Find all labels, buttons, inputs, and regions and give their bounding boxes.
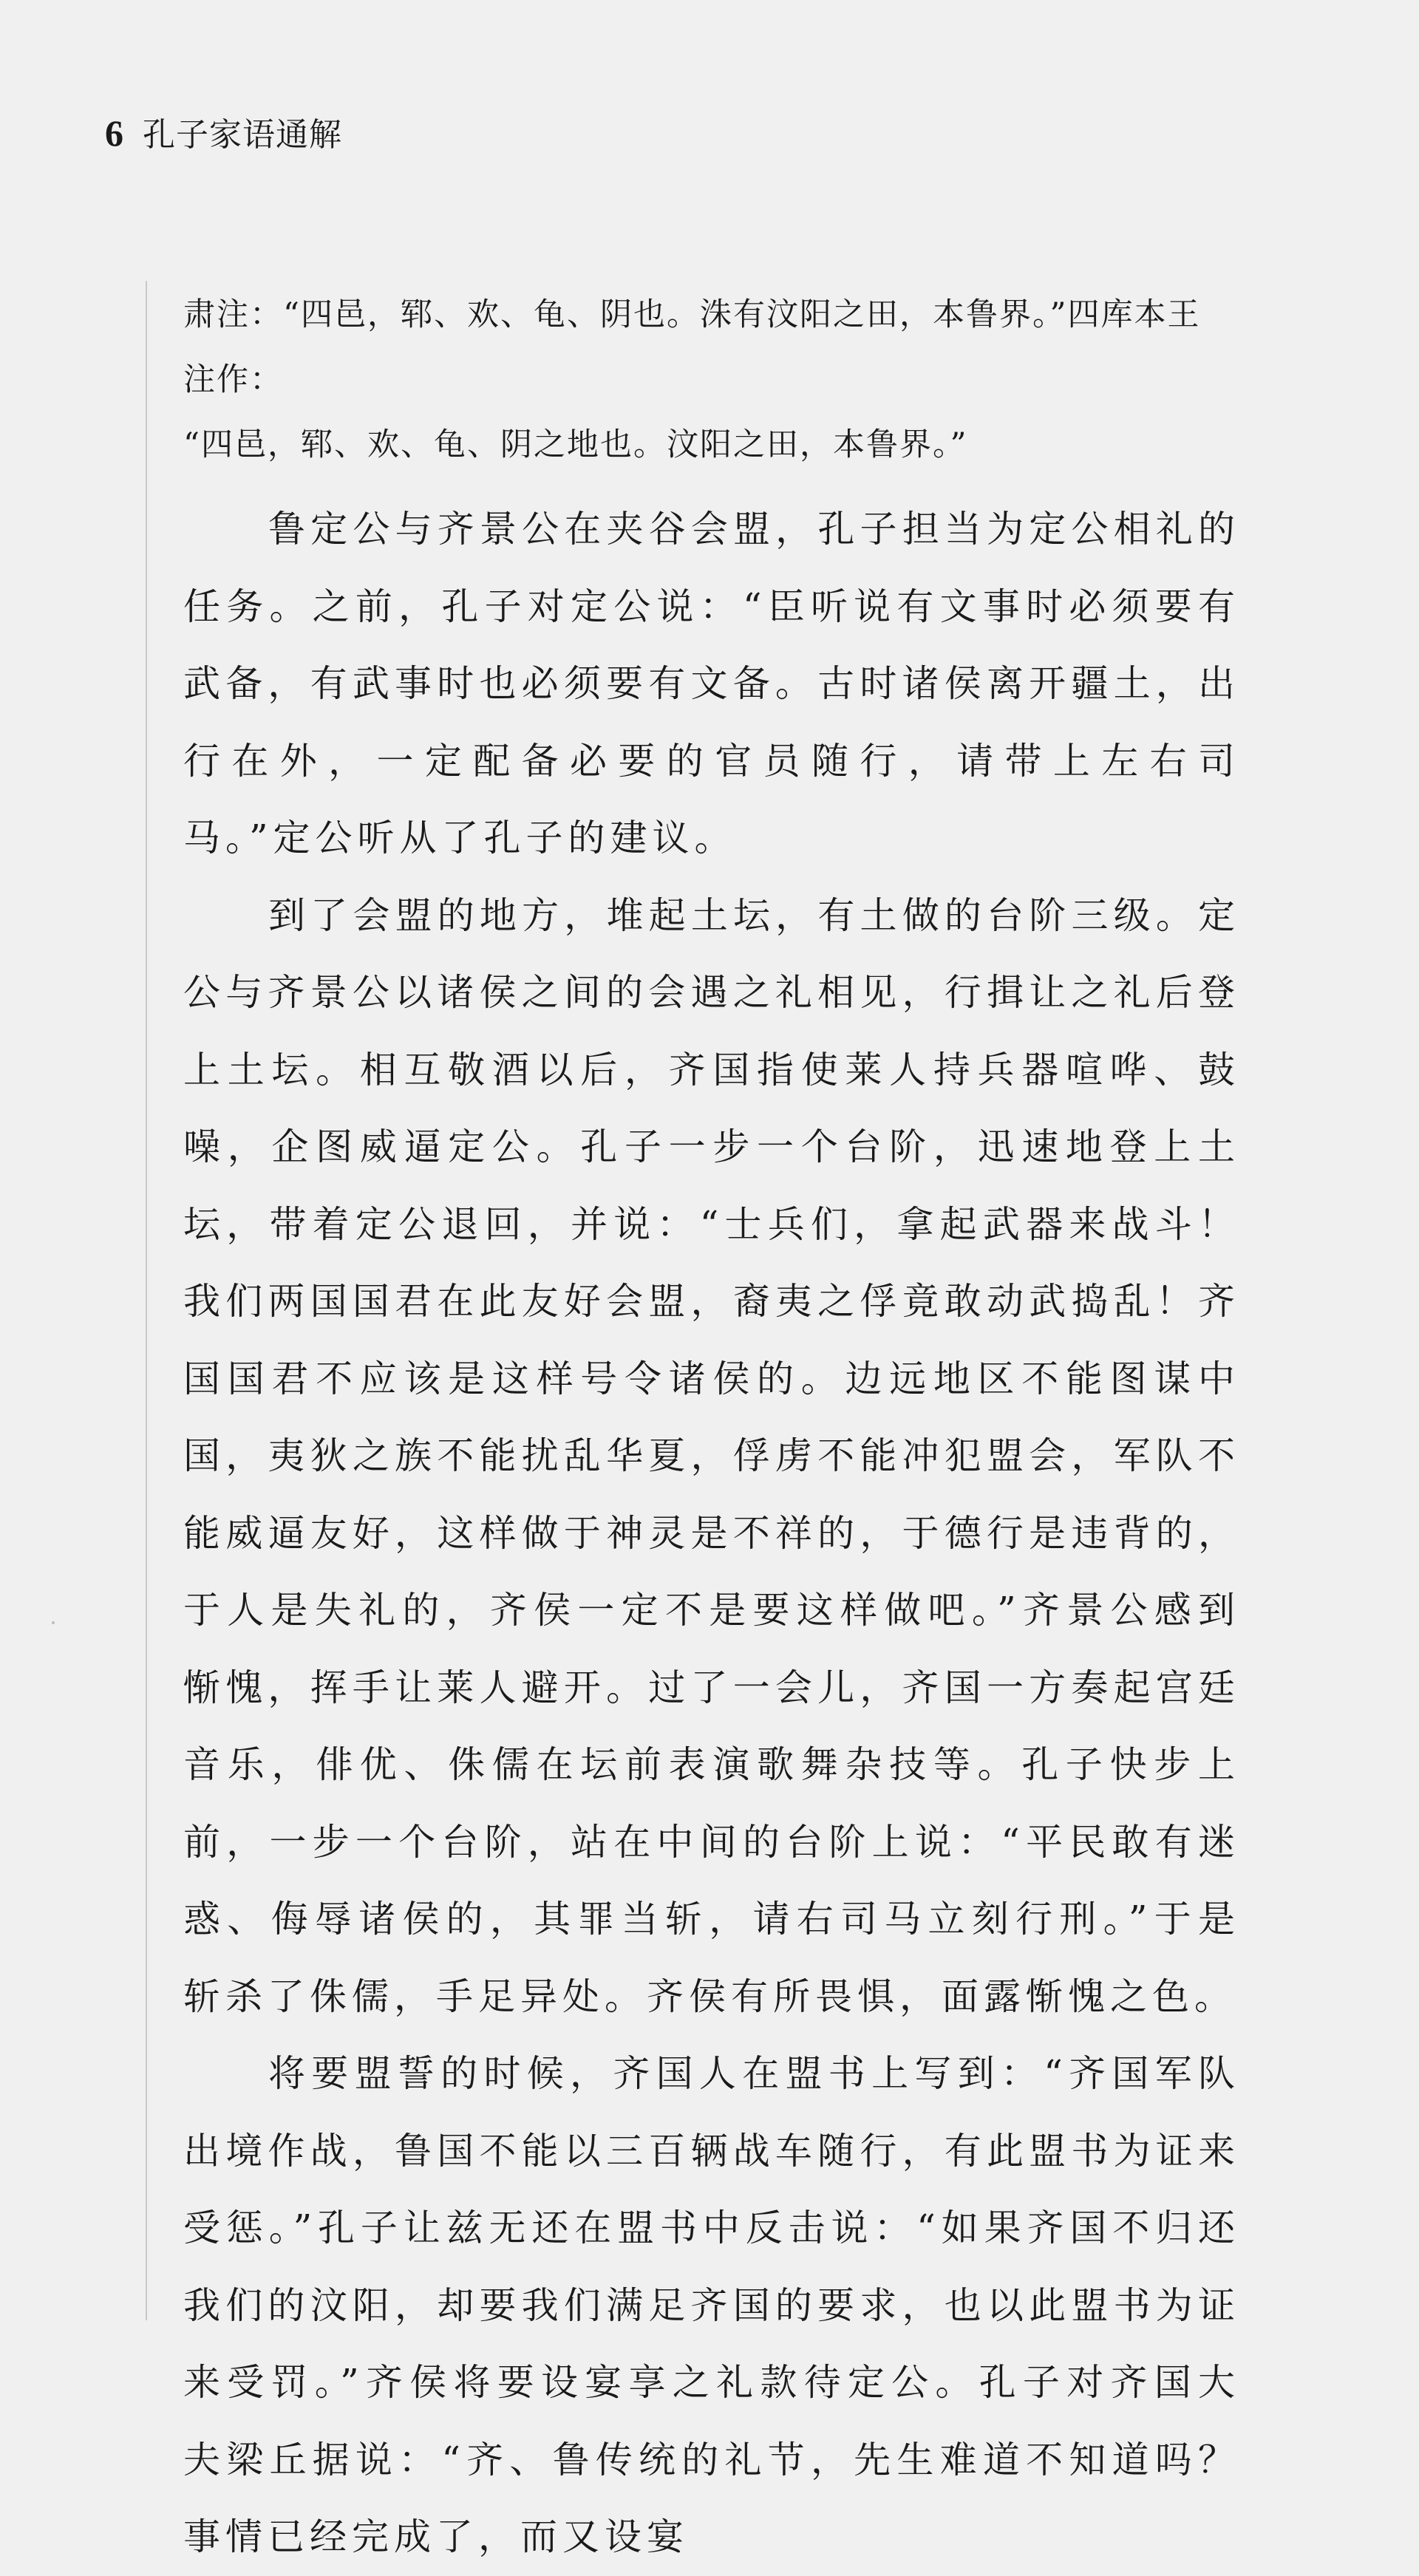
annotation-note bbox=[183, 282, 1233, 477]
page-number: 6 bbox=[105, 112, 123, 154]
scan-speck bbox=[52, 1621, 55, 1624]
paragraph: 鲁定公与齐景公在夹谷会盟，孔子担当为定公相礼的任务。之前，孔子对定公说：“臣听说有文事时必须要有武备，有武事时也必须要有文备。古时诸侯离开疆土，出行在外，一定配备必要的官员随行，请带上左右司马。”定公听从了孔子的建议。 bbox=[183, 508, 1240, 859]
paragraph: 到了会盟的地方，堆起土坛，有土做的台阶三级。定公与齐景公以诸侯之间的会遇之礼相见，行揖让之礼后登上土坛。相互敬酒以后，齐国指使莱人持兵器喧哗、鼓噪，企图威逼定公。孔子一步一个台阶，迅速地登上土坛，带着定公退回，并说：“士兵们，拿起武器来战斗！我们两国国君在此友好会盟，裔夷之俘竟敢动武捣乱！齐国国君不应该是这样号令诸侯的。边远地区不能图谋中国，夷狄之族不能扰乱华夏，俘虏不能冲犯盟会，军队不能威逼友好，这样做于神灵是不祥的，于德行是违背的，于人是失礼的，齐侯一定不是要这样做吧。”齐景公感到惭愧，挥手让莱人避开。过了一会儿，齐国一方奏起宫廷音乐，俳优、侏儒在坛前表演歌舞杂技等。孔子快步上前，一步一个台阶，站在中间的台阶上说：“平民敢有迷惑、侮辱诸侯的，其罪当斩，请右司马立刻行刑。”于是斩杀了侏儒，手足异处。齐侯有所畏惧，面露惭愧之色。 bbox=[183, 893, 1240, 2018]
translation-text bbox=[183, 491, 1240, 2576]
note-line: 肃注：“四邑，郓、欢、龟、阴也。洙有汶阳之田，本鲁界。”四库本王注作： bbox=[183, 296, 1201, 398]
running-header bbox=[105, 109, 342, 157]
note-margin-rule bbox=[146, 281, 147, 2320]
book-title: 孔子家语通解 bbox=[143, 116, 342, 154]
note-line: “四邑，郓、欢、龟、阴之地也。汶阳之田，本鲁界。” bbox=[183, 426, 968, 463]
paragraph: 将要盟誓的时候，齐国人在盟书上写到：“齐国军队出境作战，鲁国不能以三百辆战车随行，有此盟书为证来受惩。”孔子让兹无还在盟书中反击说：“如果齐国不归还我们的汶阳，却要我们满足齐国的要求，也以此盟书为证来受罚。”齐侯将要设宴享之礼款待定公。孔子对齐国大夫梁丘据说：“齐、鲁传统的礼节，先生难道不知道吗？事情已经完成了，而又设宴 bbox=[183, 2052, 1240, 2558]
